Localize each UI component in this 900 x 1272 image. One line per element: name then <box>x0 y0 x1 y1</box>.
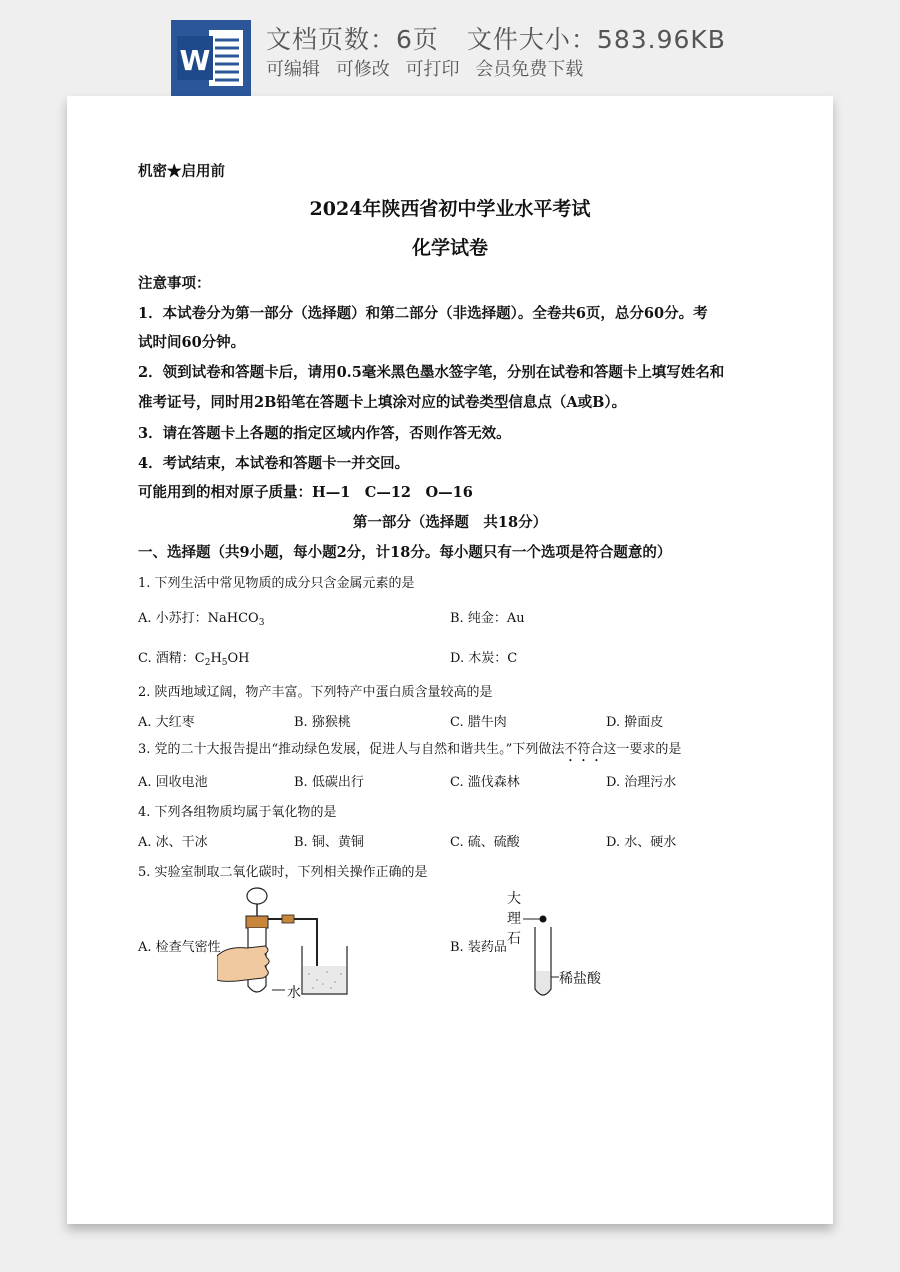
question-1-stem: 1. 下列生活中常见物质的成分只含金属元素的是 <box>138 576 415 591</box>
question-3-stem <box>138 738 681 765</box>
q1-c-subscript: 5 <box>221 658 228 668</box>
q5-option-a: A. 检查气密性 <box>138 940 221 955</box>
tag-modifiable: 可修改 <box>335 59 390 80</box>
q2-option-d: D. 擀面皮 <box>606 715 664 730</box>
section-heading: 一、选择题（共9小题，每小题2分，计18分。每小题只有一个选项是符合题意的） <box>138 544 672 561</box>
q3-option-c: C. 滥伐森林 <box>450 775 520 790</box>
page-count: 文档页数：6页 <box>266 25 439 54</box>
q3-stem-text: 这一要求的是 <box>603 742 682 757</box>
q1-c-text: C. 酒精：C <box>138 651 205 666</box>
question-4-stem: 4. 下列各组物质均属于氧化物的是 <box>138 805 337 820</box>
secret-label: 机密★启用前 <box>138 163 225 180</box>
q1-c-text: H <box>210 651 222 666</box>
q1-c-subscript: 2 <box>204 658 211 668</box>
q4-option-a: A. 冰、干冰 <box>138 835 208 850</box>
q2-option-a: A. 大红枣 <box>138 715 195 730</box>
exam-subtitle: 化学试卷 <box>411 237 488 259</box>
q3-emphasis-text: 不符合 <box>564 742 604 757</box>
q5-option-b: B. 装药品 <box>450 940 507 955</box>
q1-option-a <box>138 607 264 628</box>
q3-option-d: D. 治理污水 <box>606 775 677 790</box>
download-banner <box>0 0 900 96</box>
notice-line: 2．领到试卷和答题卡后，请用0.5毫米黑色墨水签字笔，分别在试卷和答题卡上填写姓名和 <box>138 364 725 381</box>
q4-option-c: C. 硫、硫酸 <box>450 835 520 850</box>
notice-line: 1．本试卷分为第一部分（选择题）和第二部分（非选择题）。全卷共6页，总分60分。考 <box>138 305 708 322</box>
banner-tags <box>266 55 593 81</box>
q1-option-c <box>138 647 250 668</box>
q1-a-text: A. 小苏打：NaHCO <box>138 611 259 626</box>
tag-free-download: 会员免费下载 <box>475 59 584 80</box>
q3-option-b: B. 低碳出行 <box>294 775 364 790</box>
marble-label-1: 大 <box>507 891 521 907</box>
q1-c-text: OH <box>227 651 250 666</box>
exam-page <box>67 96 833 1224</box>
tag-editable: 可编辑 <box>266 59 320 80</box>
banner-file-info <box>266 20 726 56</box>
file-size: 文件大小：583.96KB <box>466 25 726 54</box>
water-label: 水 <box>287 985 301 1001</box>
q1-option-b: B. 纯金：Au <box>450 611 525 626</box>
word-icon-letter: W <box>179 44 211 77</box>
exam-title: 2024年陕西省初中学业水平考试 <box>309 198 591 220</box>
question-2-stem: 2. 陕西地域辽阔，物产丰富。下列特产中蛋白质含量较高的是 <box>138 685 493 700</box>
q3-stem-text: 3. 党的二十大报告提出“推动绿色发展，促进人与自然和谐共生。”下列做法 <box>138 742 565 757</box>
question-5-stem: 5. 实验室制取二氧化碳时，下列相关操作正确的是 <box>138 865 428 880</box>
notice-line: 4．考试结束，本试卷和答题卡一并交回。 <box>138 455 410 472</box>
acid-label: 稀盐酸 <box>559 971 601 987</box>
atomic-mass-line: 可能用到的相对原子质量：H—1 C—12 O—16 <box>138 484 473 501</box>
marble-label-2: 理 <box>507 911 521 927</box>
notice-line: 准考证号，同时用2B铅笔在答题卡上填涂对应的试卷类型信息点（A或B）。 <box>138 394 627 411</box>
notice-line: 试时间60分钟。 <box>138 334 246 351</box>
notice-line: 3．请在答题卡上各题的指定区域内作答，否则作答无效。 <box>138 425 511 442</box>
q2-option-b: B. 猕猴桃 <box>294 715 351 730</box>
tag-printable: 可打印 <box>405 59 460 80</box>
q1-option-d: D. 木炭：C <box>450 651 518 666</box>
marble-label-3: 石 <box>507 931 521 947</box>
q1-a-subscript: 3 <box>258 618 265 628</box>
q3-option-a: A. 回收电池 <box>138 775 208 790</box>
q2-option-c: C. 腊牛肉 <box>450 715 507 730</box>
q4-option-d: D. 水、硬水 <box>606 835 677 850</box>
q4-option-b: B. 铜、黄铜 <box>294 835 364 850</box>
word-document-icon <box>171 20 251 96</box>
part-one-heading: 第一部分（选择题 共18分） <box>352 514 548 531</box>
notice-heading: 注意事项： <box>138 275 211 292</box>
